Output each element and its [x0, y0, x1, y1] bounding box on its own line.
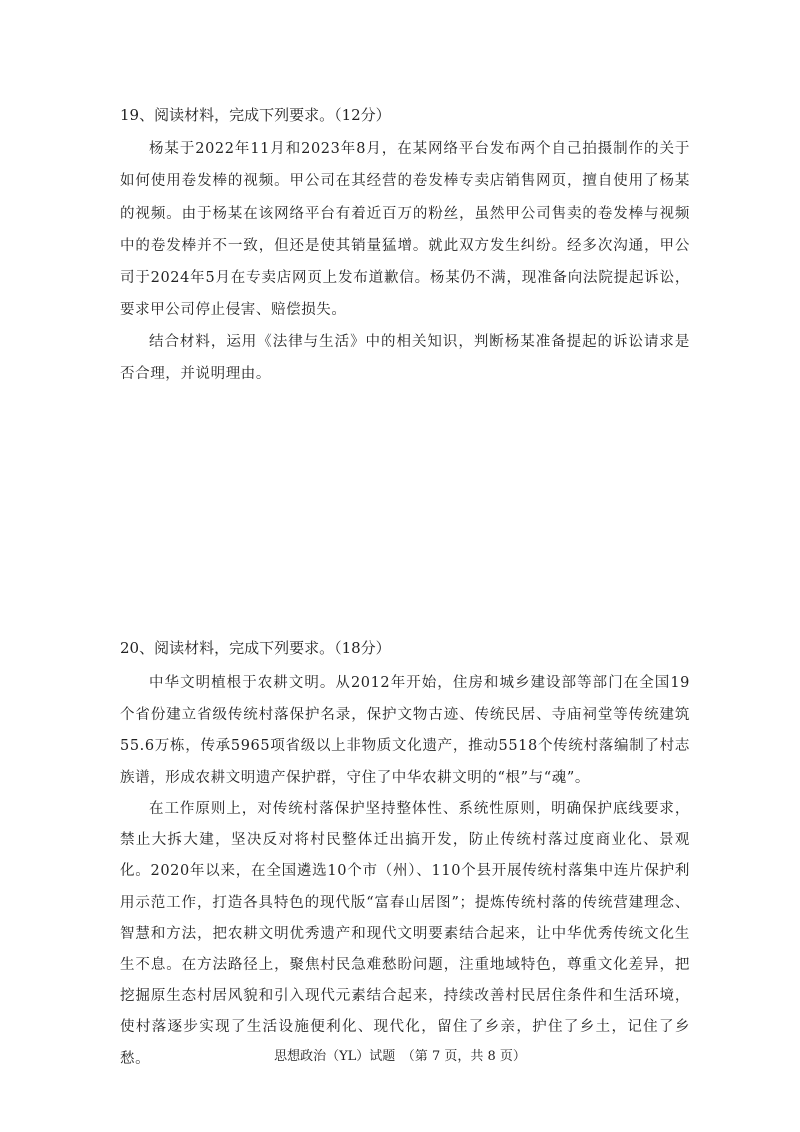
question-20-material-1: 中华文明植根于农耕文明。从2012年开始，住房和城乡建设部等部门在全国19个省份建立省级传统村落保护名录，保护文物古迹、传统民居、寺庙祠堂等传统建筑55.6万栋，传承5965项省级以上非物质文化遗产，推动5518个传统村落编制了村志族谱，形成农耕文明遗产保护群，守住了中华农耕文明的“根”与“魂”。	[120, 675, 690, 787]
question-19-material: 杨某于2022年11月和2023年8月，在某网络平台发布两个自己拍摄制作的关于如何使用卷发棒的视频。甲公司在其经营的卷发棒专卖店销售网页，擅自使用了杨某的视频。由于杨某在该网络平台有着近百万的粉丝，虽然甲公司售卖的卷发棒与视频中的卷发棒并不一致，但还是使其销量猛增。就此双方发生纠纷。经多次沟通，甲公司于2024年5月在专卖店网页上发布道歉信。杨某仍不满，现准备向法院提起诉讼，要求甲公司停止侵害、赔偿损失。	[120, 141, 690, 319]
question-19-task: 结合材料，运用《法律与生活》中的相关知识，判断杨某准备提起的诉讼请求是否合理，并说明理由。	[120, 334, 690, 382]
page-footer: 思想政治（YL）试题 （第 7 页，共 8 页）	[274, 1049, 526, 1064]
question-20-heading: 20、阅读材料，完成下列要求。（18分）	[120, 639, 391, 657]
question-19-heading: 19、阅读材料，完成下列要求。（12分）	[120, 106, 391, 124]
question-20-material-2: 在工作原则上，对传统村落保护坚持整体性、系统性原则，明确保护底线要求，禁止大拆大建，坚决反对将村民整体迁出搞开发，防止传统村落过度商业化、景观化。2020年以来，在全国遴选10个市（州）、110个县开展传统村落集中连片保护利用示范工作，打造各具特色的现代版“富春山居图”；提炼传统村落的传统营建理念、智慧和方法，把农耕文明优秀遗产和现代文明要素结合起来，让中华优秀传统文化生生不息。在方法路径上，聚焦村民急难愁盼问题，注重地域特色，尊重文化差异，把挖掘原生态村居风貌和引入现代元素结合起来，持续改善村民居住条件和生活环境，使村落逐步实现了生活设施便利化、现代化，留住了乡亲，护住了乡土，记住了乡愁。	[120, 801, 690, 1067]
